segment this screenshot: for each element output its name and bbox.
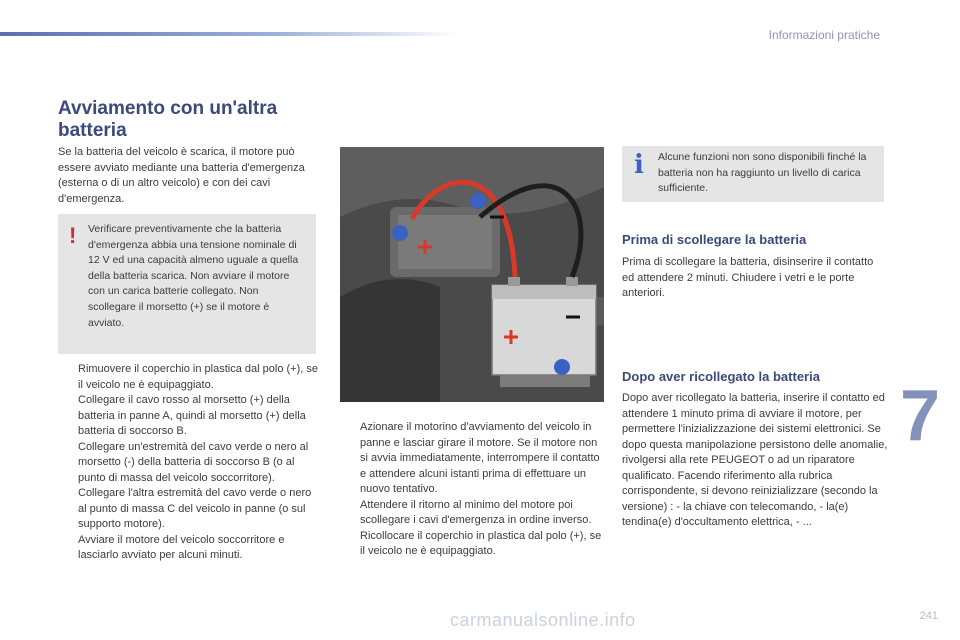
list-item: Collegare il cavo rosso al morsetto (+) della batteria in panne A, quindi al morsetto (+) della batteria di soccorso B.: [78, 394, 306, 437]
info-icon: i: [634, 150, 644, 180]
steps-left-list: [58, 362, 320, 564]
section-title: Informazioni pratiche: [768, 28, 880, 42]
page-title: Avviamento con un'altra batteria: [58, 98, 278, 141]
after-reconnect-text: Dopo aver ricollegato la batteria, inserire il contatto ed attendere 1 minuto prima di avviare il motore, per permettere l'inizializzazione dei sistemi elettronici. Se dopo questa manipolazione persistono delle anomalie, rivolgersi alla rete PEUGEOT o ad un riparatore qualificato. Facendo riferimento alla rubrica corrispondente, si devono reinizializzare (secondo la versione) : - la chiave con telecomando, - la(e) tendina(e) d'occultamento elettrica, - ...: [622, 392, 888, 528]
header-accent-bar: [0, 32, 460, 36]
list-item: Azionare il motorino d'avviamento del veicolo in panne e lasciar girare il motore. Se il motore non si avvia immediatamente, interrompere il contatto e attendere alcuni istanti prima di effettuare un nuovo tentativo.: [360, 421, 600, 495]
heading-after-reconnect: Dopo aver ricollegato la batteria: [622, 369, 820, 384]
chapter-number: 7: [900, 376, 941, 456]
list-item: Ricollocare il coperchio in plastica dal polo (+), se il veicolo ne è equipaggiato.: [360, 529, 602, 557]
intro-paragraph: Se la batteria del veicolo è scarica, il motore può essere avviato mediante una batteria d'emergenza (esterna o di un altro veicolo) e con dei cavi d'emergenza.: [58, 146, 305, 205]
heading-before-disconnect: Prima di scollegare la batteria: [622, 232, 807, 247]
warning-icon: !: [69, 223, 77, 248]
label-a-badge: [392, 225, 408, 241]
list-item: Collegare l'altra estremità del cavo verde o nero al punto di massa C del veicolo in panne (o sul supporto motore).: [78, 487, 312, 530]
list-item: Rimuovere il coperchio in plastica dal polo (+), se il veicolo ne è equipaggiato.: [78, 363, 318, 391]
page-number: 241: [919, 610, 938, 622]
info-box: [622, 146, 884, 202]
list-item: Avviare il motore del veicolo soccorritore e lasciarlo avviato per alcuni minuti.: [78, 533, 285, 561]
before-disconnect-text: Prima di scollegare la batteria, disinserire il contatto ed attendere 2 minuti. Chiudere i vetri e le porte anteriori.: [622, 256, 874, 299]
info-text: Alcune funzioni non sono disponibili finché la batteria non ha raggiunto un livello di carica sufficiente.: [658, 151, 867, 194]
jump-start-illustration: [340, 147, 604, 402]
list-item: Collegare un'estremità del cavo verde o nero al morsetto (-) della batteria di soccorso B (o al punto di massa del veicolo soccorritore).: [78, 440, 309, 484]
warning-text: Verificare preventivamente che la batteria d'emergenza abbia una tensione nominale di 12 V ed una capacità almeno uguale a quella della batteria scarica. Non avviare il motore con un carica batterie collegato. Non scollegare il morsetto (+) se il motore è avviato.: [88, 223, 299, 329]
watermark: carmanualsonline.info: [450, 610, 636, 630]
warning-box: [58, 214, 316, 354]
steps-mid-list: [340, 420, 605, 560]
list-item: Attendere il ritorno al minimo del motore poi scollegare i cavi d'emergenza in ordine inverso.: [360, 498, 592, 526]
engine-bay-drawing: [340, 147, 604, 402]
label-b-badge: [554, 359, 570, 375]
label-c-badge: [470, 193, 486, 209]
